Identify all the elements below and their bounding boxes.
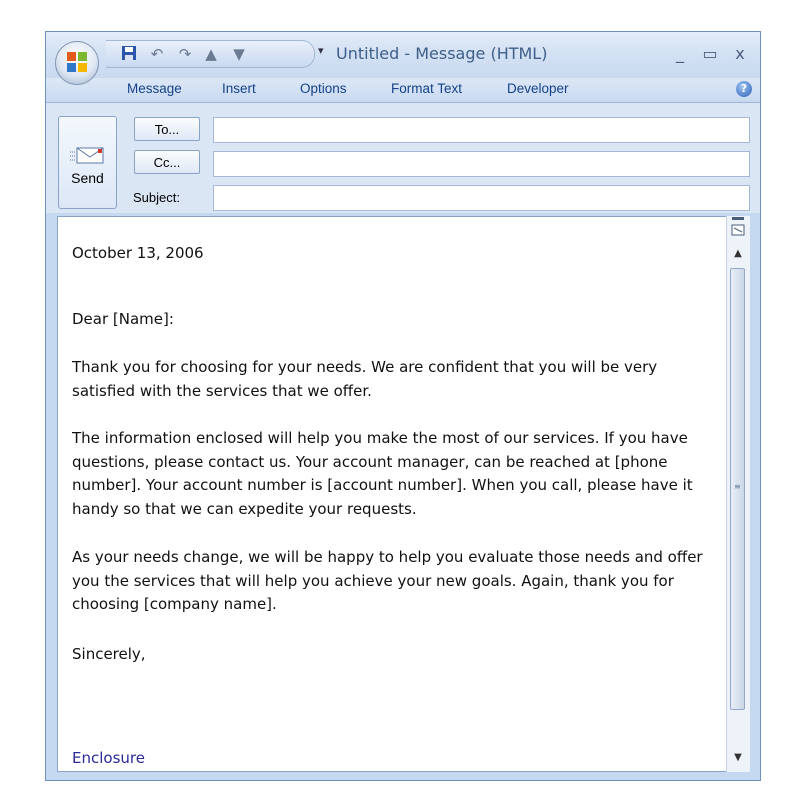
message-header <box>46 103 760 213</box>
tab-insert[interactable]: Insert <box>222 81 256 96</box>
tab-format-text[interactable]: Format Text <box>391 81 463 96</box>
to-field[interactable] <box>213 117 750 143</box>
subject-field[interactable] <box>213 185 750 211</box>
scroll-up-arrow-icon[interactable]: ▲ <box>734 248 742 259</box>
save-icon[interactable] <box>120 45 138 63</box>
minimize-button[interactable]: _ <box>676 44 684 63</box>
previous-item-icon[interactable]: ▲ <box>205 45 217 63</box>
redo-icon[interactable]: ↷ <box>178 45 192 63</box>
thumb-grip-icon: ≡ <box>734 482 741 491</box>
next-item-icon[interactable]: ▼ <box>233 45 245 63</box>
send-button[interactable] <box>58 116 117 209</box>
customize-toolbar-icon[interactable]: ▾ <box>318 44 324 57</box>
help-icon[interactable]: ? <box>736 81 752 97</box>
paragraph-2: The information enclosed will help you make the most of our services. If you have questions, please contact us. Your account manager, can be reached at [phone number]. Your account number is [account number]. When you call, please have it handy so that we can expedite your requests. <box>72 429 693 518</box>
undo-icon[interactable]: ↶ <box>150 45 164 63</box>
enclosure-line: Enclosure <box>72 749 145 767</box>
send-label: Send <box>71 170 104 186</box>
vertical-scrollbar[interactable] <box>726 216 750 772</box>
subject-label: Subject: <box>133 190 180 205</box>
tab-developer[interactable]: Developer <box>507 81 569 96</box>
window-title: Untitled - Message (HTML) <box>336 44 548 63</box>
cc-field[interactable] <box>213 151 750 177</box>
quick-access-toolbar <box>106 40 315 68</box>
ribbon-tabs <box>46 78 760 103</box>
close-button[interactable]: x <box>735 44 745 63</box>
message-window <box>45 31 761 781</box>
tab-message[interactable]: Message <box>127 81 182 96</box>
to-button[interactable]: To... <box>134 117 200 141</box>
paragraph-3: As your needs change, we will be happy to help you evaluate those needs and offer you the services that will help you achieve your new goals. Again, thank you for choosing [company name]. <box>72 548 703 613</box>
maximize-button[interactable]: ▭ <box>702 44 718 63</box>
scroll-down-arrow-icon[interactable]: ▼ <box>734 752 742 763</box>
date-line: October 13, 2006 <box>72 244 204 262</box>
split-view-icon[interactable] <box>730 216 746 240</box>
paragraph-1: Thank you for choosing for your needs. We are confident that you will be very satisfied with the services that we offer. <box>72 358 658 400</box>
closing: Sincerely, <box>72 645 146 663</box>
office-button[interactable] <box>55 41 99 85</box>
cc-button[interactable]: Cc... <box>134 150 200 174</box>
scroll-thumb[interactable] <box>730 268 745 710</box>
envelope-icon <box>69 145 107 165</box>
tab-options[interactable]: Options <box>300 81 347 96</box>
office-logo-icon <box>66 51 88 73</box>
salutation: Dear [Name]: <box>72 310 174 328</box>
message-body[interactable] <box>57 216 750 772</box>
title-bar <box>46 32 760 78</box>
